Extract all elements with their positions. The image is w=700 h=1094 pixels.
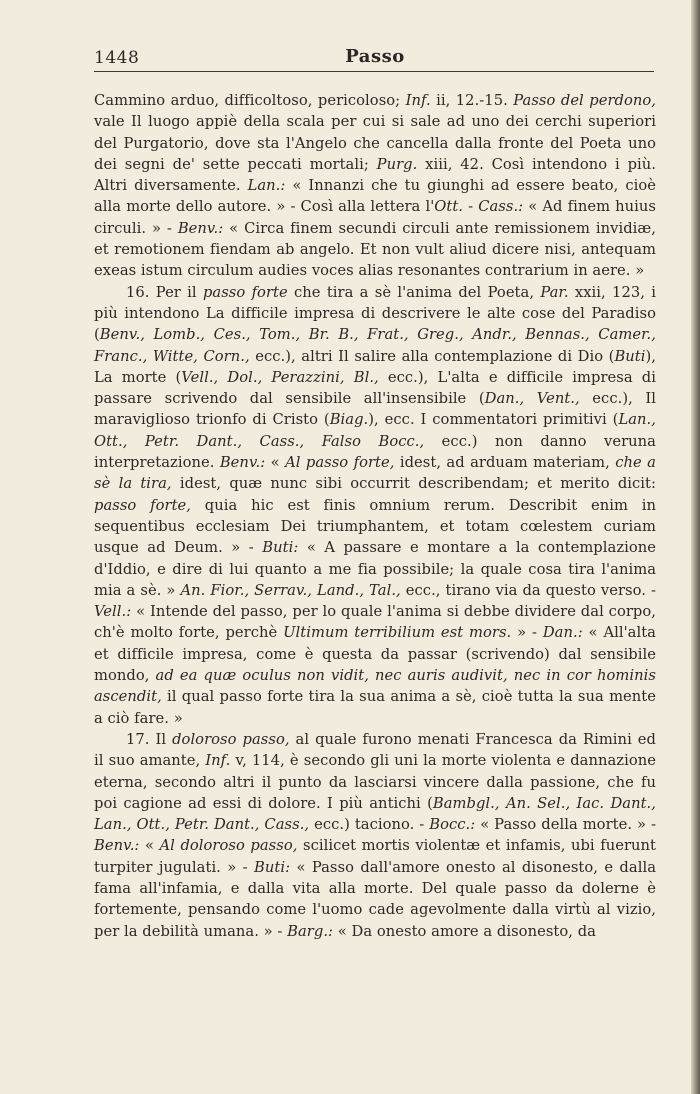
citation-text: che a sè la tira, [94,454,656,493]
body-run: vale Il luogo appiè della scala per cui si sale ad uno dei cerchi superiori del Purgatorio, dove sta l'Angelo che cancella dalla fronte del Poeta uno dei segni de' sette peccati mortali; [94,113,656,173]
citation-text: Buti: [254,858,291,876]
body-run: ecc.), Il maraviglioso trionfo di Cristo ( [94,390,656,429]
body-run: ecc., tirano via da questo verso. - [400,581,656,599]
citation-text: Ultimum terribilium est mors. [283,624,512,642]
citation-text: Dan., Vent., [484,390,580,408]
citation-text: Benv.: [94,837,140,855]
body-run: « Innanzi che tu giunghi ad essere beato, cioè alla morte dello autore. » - Così alla lettera l' [94,177,656,216]
citation-text: Vell., Dol., Perazzini, Bl., [181,368,379,386]
citation-text: Inf. [205,752,231,770]
body-run: - [463,198,479,216]
citation-text: Buti [614,347,646,365]
body-run: ), La morte ( [94,347,656,386]
citation-text: Al doloroso passo, [159,837,298,855]
citation-text: Vell.: [94,603,132,621]
body-run: idest, ad arduam materiam, [394,454,616,472]
citation-text: Cass.: [478,198,524,216]
header-rule [94,71,654,72]
body-run: xxii, 123, i più intendono La difficile impresa di descrivere le alte cose del Paradiso ( [94,283,656,344]
body-run: « A passare e montare a la contemplazione d'Iddio, e dire di lui quanto a me fia possibile; la quale cosa tira l'anima mia a sè. » [94,539,656,599]
body-run: « [139,837,160,855]
body-run: « Ad finem huius circuli. » - [94,198,656,237]
citation-text: Passo del perdono, [513,92,656,109]
body-run: ecc.) non danno veruna interpretazione. [94,432,656,472]
citation-text: Bocc.: [429,816,476,834]
citation-text: Par. [540,283,569,301]
citation-text: Bambgl., An. Sel., Iac. Dant., Lan., Ott., Petr. Dant., Cass., [94,794,656,834]
body-run: che tira a sè l'anima del Poeta, [287,283,541,301]
paragraph-p17 [94,729,656,942]
body-run: al quale furono menati Francesca da Rimini ed il suo amante, [94,730,656,770]
body-run: « Passo della morte. » - [475,816,656,834]
citation-text: Benv.: [177,219,224,237]
citation-text: Al passo forte, [285,454,395,472]
body-run: 17. Il [126,730,173,748]
body-run: « Intende del passo, per lo quale l'anima si debbe dividere dal corpo, ch'è molto forte, perchè [94,603,656,642]
citation-text: passo forte, [94,496,191,514]
body-run: Cammino arduo, difficoltoso, pericoloso; [94,92,406,109]
body-run: « Passo dall'amore onesto al disonesto, e dalla fama all'infamia, e dalla vita alla morte. Del quale passo da dolerne è fortemente, pensando come l'uomo cade agevolmente dalla virtù al vizio, per la debilità umana. » - [94,858,656,940]
body-run: 16. Per il [126,283,203,301]
citation-text: Buti: [262,539,299,557]
body-run: ecc.) taciono. - [309,816,430,834]
body-run: ii, 12.-15. [430,92,514,109]
citation-text: Purg. [376,155,418,173]
body-run: il qual passo forte tira la sua anima a sè, cioè tutta la sua mente a ciò fare. » [94,688,656,727]
body-run: » - [511,624,543,642]
citation-text: Biag. [329,411,369,429]
citation-text: Lan.: [247,177,286,195]
citation-text: passo forte [202,283,288,301]
citation-text: ad ea quæ oculus non vidit, nec auris audivit, nec in cor hominis ascendit, [94,667,657,706]
body-run: « Da onesto amore a disonesto, da [333,922,596,940]
citation-text: Ott. [434,198,463,216]
body-text [94,90,656,942]
page-header [94,44,656,74]
citation-text: Barg.: [287,922,334,940]
body-run: ), ecc. I commentatori primitivi ( [368,411,619,429]
paragraph-p16 [94,282,656,729]
body-run: « All'alta et difficile impresa, come è questa da passar (scrivendo) dal sensibile mondo, [94,624,656,685]
body-run: « [265,454,286,472]
body-run: scilicet mortis violentæ et infamis, ubi fuerunt turpiter jugulati. » - [94,837,656,876]
citation-text: Benv., Lomb., Ces., Tom., Br. B., Frat., Greg., Andr., Bennas., Camer., Franc., Witte, Corn., [94,326,656,365]
body-run: xiii, 42. Così intendono i più. Altri diversamente. [94,155,657,195]
citation-text: Benv.: [219,454,266,472]
body-run: idest, quæ nunc sibi occurrit describendam; et merito dicit: [171,475,656,493]
body-run: quia hic est finis omnium rerum. Describit enim in sequentibus ecclesiam Dei triumphantem, et totam cœlestem curiam usque ad Deum. » - [94,496,656,557]
citation-text: Lan., Ott., Petr. Dant., Cass., Falso Bocc., [94,411,656,450]
body-run: v, 114, è secondo gli uni la morte violenta e dannazione eterna, secondo altri il punto da lasciarsi vincere dalla passione, che fu poi cagione ad essi di dolore. I più antichi ( [94,752,656,812]
citation-text: An. Fior., Serrav., Land., Tal., [180,581,401,599]
body-run: ecc.), L'alta e difficile impresa di passare scrivendo dal sensibile all'insensibile ( [94,368,656,408]
page-edge [691,0,700,1094]
page-number: 1448 [94,48,140,68]
citation-text: Inf. [405,92,431,109]
citation-text: Dan.: [542,624,583,642]
body-run: ecc.), altri Il salire alla contemplazione di Dio ( [249,347,615,365]
body-run: « Circa finem secundi circuli ante remissionem invidiæ, et remotionem fiendam ab angelo. Et non vult aliud dicere nisi, antequam exeas istum circulum audies voces alias resonantes contrarium in aere. » [94,219,656,280]
running-title: Passo [345,46,405,67]
paragraph-p15-cont [94,90,656,282]
citation-text: doloroso passo, [172,730,290,748]
